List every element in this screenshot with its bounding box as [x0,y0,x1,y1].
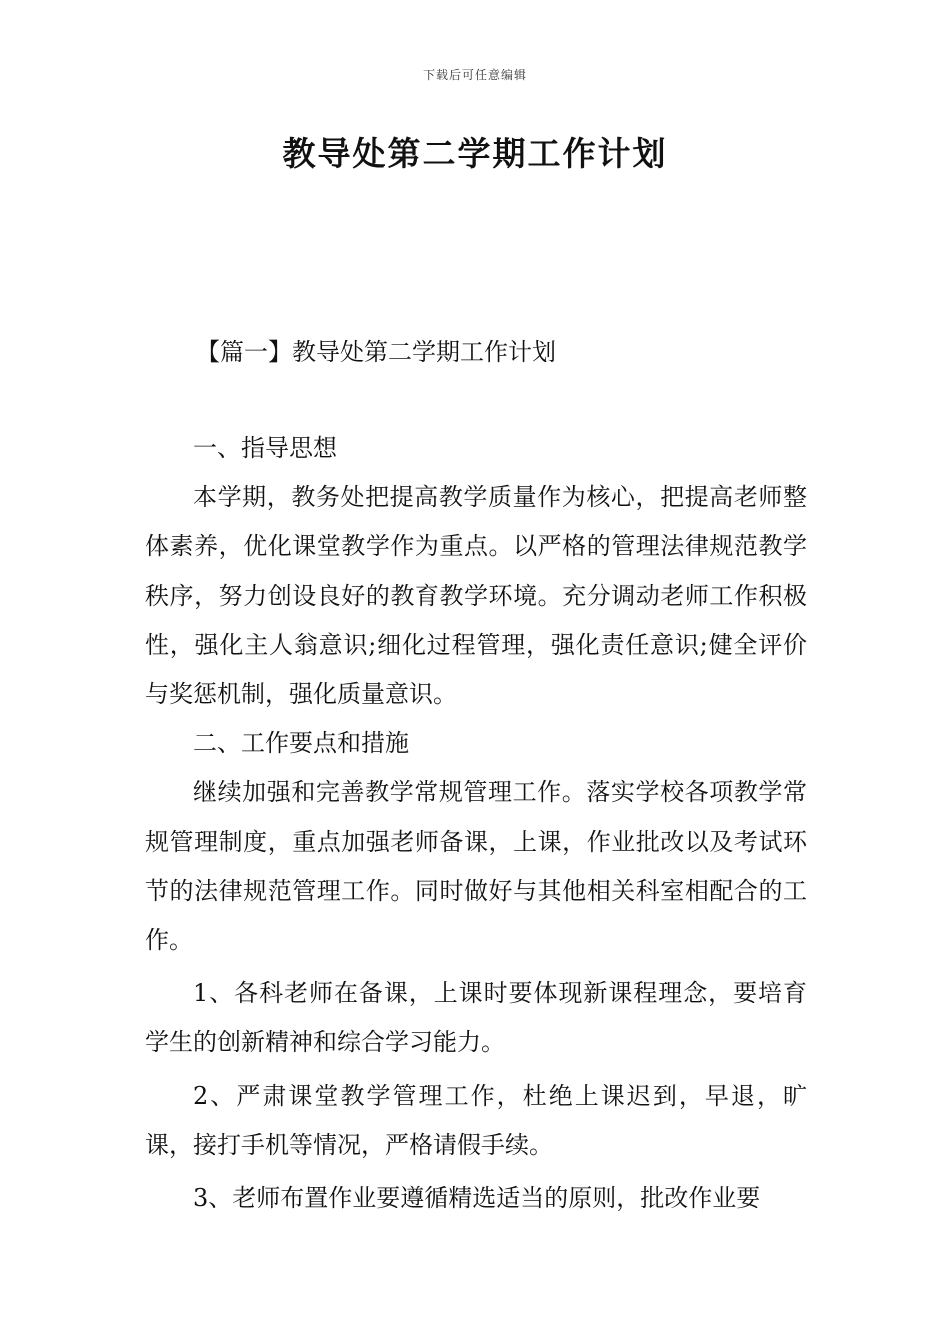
header-note: 下载后可任意编辑 [422,68,527,82]
document-body [145,424,807,1223]
list-item-3: 3、老师布置作业要遵循精选适当的原则，批改作业要 [193,1184,761,1213]
paragraph-work-points: 继续加强和完善教学常规管理工作。落实学校各项教学常规管理制度，重点加强老师备课，上课，作业批改以及考试环节的法律规范管理工作。同时做好与其他相关科室相配合的工作。 [145,778,807,955]
document-title: 教导处第二学期工作计划 [282,134,668,173]
section-title: 【篇一】教导处第二学期工作计划 [196,338,556,366]
list-item-2: 2、严肃课堂教学管理工作，杜绝上课迟到，早退，旷课，接打手机等情况，严格请假手续。 [145,1081,807,1159]
heading-work-points: 二、工作要点和措施 [193,729,409,758]
paragraph-guiding-thought: 本学期，教务处把提高教学质量作为核心，把提高老师整体素养，优化课堂教学作为重点。以严格的管理法律规范教学秩序，努力创设良好的教育教学环境。充分调动老师工作积极性，强化主人翁意识;细化过程管理，强化责任意识;健全评价与奖惩机制，强化质量意识。 [145,483,807,709]
heading-guiding-thought: 一、指导思想 [193,434,337,462]
list-item-1: 1、各科老师在备课，上课时要体现新课程理念，要培育学生的创新精神和综合学习能力。 [145,979,807,1057]
